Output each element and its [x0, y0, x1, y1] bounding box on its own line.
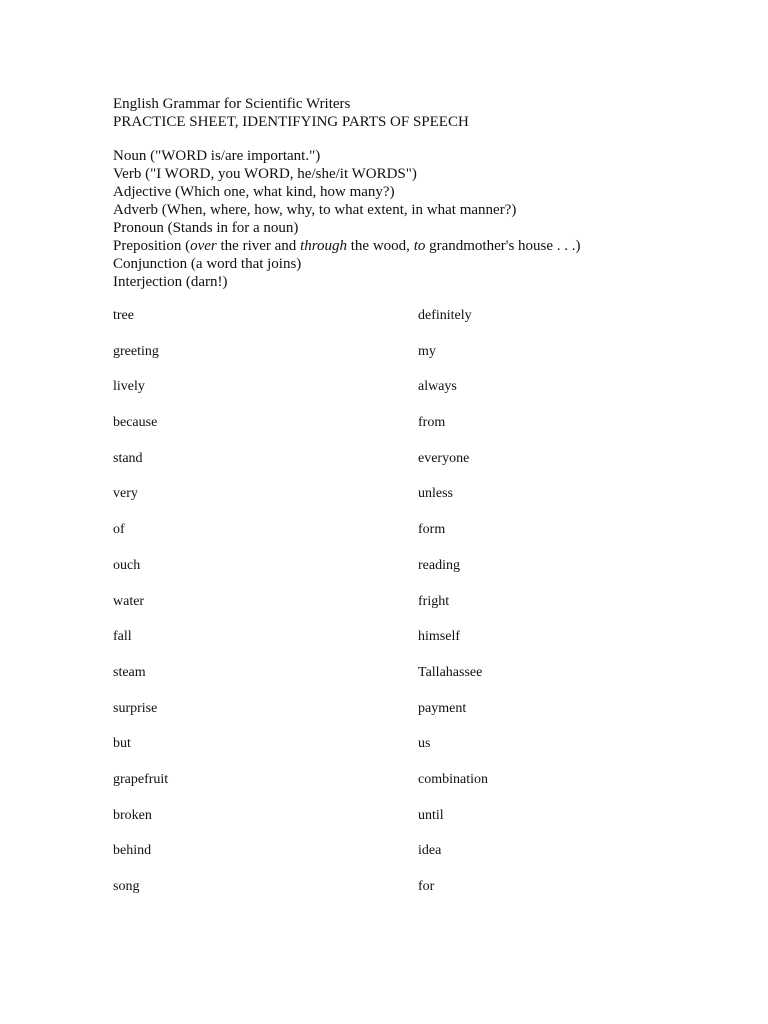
word-right: until: [418, 807, 444, 823]
word-left: steam: [113, 664, 146, 680]
word-left: but: [113, 736, 131, 752]
word-left: surprise: [113, 700, 158, 716]
word-right: fright: [418, 593, 450, 609]
definition-adjective: Adjective (Which one, what kind, how many?): [113, 184, 395, 200]
word-right: himself: [418, 629, 460, 645]
definition-interjection: Interjection (darn!): [113, 274, 228, 290]
definition-verb: Verb ("I WORD, you WORD, he/she/it WORDS"): [113, 166, 417, 182]
word-left: greeting: [113, 343, 159, 359]
word-row: [113, 843, 673, 879]
word-left: lively: [113, 379, 145, 395]
word-row: [113, 772, 673, 808]
document-title: English Grammar for Scientific Writers: [113, 96, 351, 112]
word-right: always: [418, 379, 457, 395]
word-left: broken: [113, 807, 152, 823]
word-row: [113, 415, 673, 451]
definition-noun: Noun ("WORD is/are important."): [113, 148, 321, 164]
word-right: from: [418, 415, 446, 431]
word-right: unless: [418, 486, 453, 502]
word-row: [113, 379, 673, 415]
definition-adverb: Adverb (When, where, how, why, to what extent, in what manner?): [113, 202, 517, 218]
preposition-example-through: through: [300, 238, 348, 254]
word-row: [113, 665, 673, 701]
word-left: grapefruit: [113, 771, 169, 787]
word-row: [113, 308, 673, 344]
preposition-text-4: grandmother's house . . .): [425, 238, 581, 254]
definition-pronoun: Pronoun (Stands in for a noun): [113, 220, 299, 236]
word-right: Tallahassee: [418, 664, 483, 680]
preposition-text-3: the wood,: [347, 238, 414, 254]
word-row: [113, 522, 673, 558]
word-left: tree: [113, 308, 134, 323]
word-row: [113, 558, 673, 594]
word-row: [113, 594, 673, 630]
word-left: song: [113, 879, 140, 894]
word-left: very: [113, 486, 138, 502]
word-row: [113, 486, 673, 522]
word-right: us: [418, 736, 431, 752]
word-right: reading: [418, 557, 460, 573]
word-right: idea: [418, 843, 442, 859]
word-right: for: [418, 879, 435, 894]
word-right: form: [418, 522, 446, 538]
preposition-text-2: the river and: [216, 238, 301, 254]
document-heading: [113, 95, 469, 131]
word-row: [113, 808, 673, 844]
word-row: [113, 701, 673, 737]
word-row: [113, 736, 673, 772]
word-row: [113, 451, 673, 487]
word-left: water: [113, 593, 145, 609]
word-right: payment: [418, 700, 467, 716]
word-row: [113, 344, 673, 380]
preposition-example-over: over: [190, 238, 217, 254]
preposition-text-1: Preposition (: [113, 238, 191, 254]
preposition-example-to: to: [413, 238, 426, 254]
word-left: because: [113, 415, 158, 431]
document-subtitle: PRACTICE SHEET, IDENTIFYING PARTS OF SPEECH: [113, 114, 469, 130]
word-row: [113, 879, 673, 915]
word-right: definitely: [418, 308, 472, 323]
definition-preposition: [113, 237, 581, 255]
word-left: ouch: [113, 557, 141, 573]
word-right: everyone: [418, 450, 470, 466]
parts-of-speech-definitions: [113, 147, 581, 291]
word-left: of: [113, 522, 125, 538]
word-left: behind: [113, 843, 152, 859]
word-left: stand: [113, 450, 143, 466]
word-right: my: [418, 343, 436, 359]
word-row: [113, 629, 673, 665]
practice-word-list: [113, 308, 673, 915]
word-left: fall: [113, 629, 132, 645]
word-right: combination: [418, 771, 488, 787]
definition-conjunction: Conjunction (a word that joins): [113, 256, 302, 272]
